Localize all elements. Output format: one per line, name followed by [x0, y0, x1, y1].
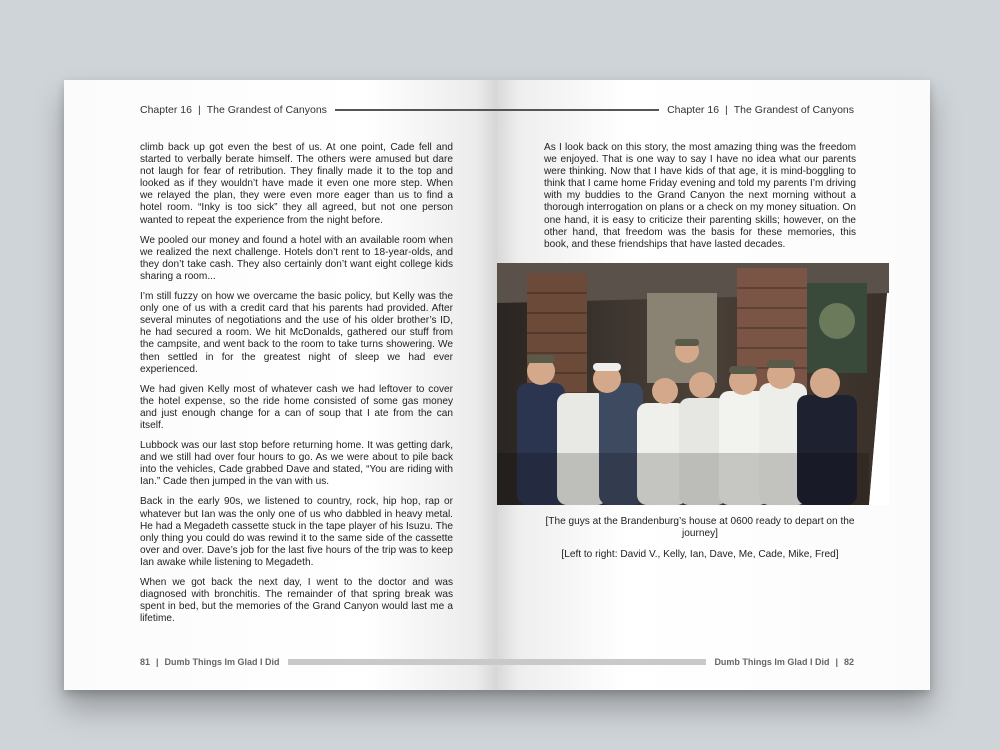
left-paragraph: When we got back the next day, I went to the doctor and was diagnosed with bronchitis. The remainder of that spring break was spent in bed, but the memories of the Grand Canyon would last me a lifetime.: [140, 577, 453, 625]
right-head-title: The Grandest of Canyons: [733, 104, 854, 116]
right-paragraph: As I look back on this story, the most amazing thing was the freedom we enjoyed. That is one way to say I have no idea what our parents were thinking. Now that I have kids of that age, it is mind-boggling to think that I came home Friday evening and told my parents I’m driving with my buddies to the Grand Canyon the next morning without a thorough interrogation on plans or a check on my money situation. On one hand, it is easy to criticize their parenting skills; however, on the other hand, that freedom was the basis for these memories, this book, and these friendships that have lasted decades.: [544, 142, 856, 250]
group-photo-image: [497, 263, 889, 505]
left-footer-bar: [288, 659, 497, 665]
left-head-separator: |: [197, 104, 201, 116]
left-paragraph: I’m still fuzzy on how we overcame the basic policy, but Kelly was the only one of us with a credit card that his parents had provided. After several minutes of negotiations and the use of his older brother’s ID, he had secured a room. We hit McDonalds, gathered our stuff from the campsite, and went back to the room to take turns showering. We then settled in for the greatest night of sleep we had ever experienced.: [140, 291, 453, 375]
right-footer-separator: |: [835, 657, 838, 667]
photo-caption-names: [Left to right: David V., Kelly, Ian, Dave, Me, Cade, Mike, Fred]: [561, 549, 839, 560]
left-paragraph: climb back up got even the best of us. At one point, Cade fell and started to verbally berate himself. The others were amused but dare not laugh for fear of retribution. They finally made it to the top and looked as if they wouldn’t have made it even one more step. When we relayed the plan, they were even more eager than us to find a hotel room. “Inky is too sick” they all agreed, but not one person wanted to repeat the experience from the night before.: [140, 142, 453, 226]
right-footer: [497, 657, 854, 667]
right-footer-book-title: Dumb Things Im Glad I Did: [714, 657, 830, 667]
right-head-rule: [497, 109, 659, 111]
left-footer: [140, 657, 497, 667]
left-page-number: 81: [140, 657, 151, 667]
right-head-separator: |: [725, 104, 728, 116]
left-running-head: [140, 104, 497, 116]
right-running-head: [497, 104, 854, 116]
left-footer-book-title: Dumb Things Im Glad I Did: [164, 657, 280, 667]
left-head-title: The Grandest of Canyons: [206, 104, 327, 116]
right-footer-bar: [497, 659, 706, 665]
right-page: [497, 80, 930, 690]
left-footer-separator: |: [156, 657, 159, 667]
left-body-text: [140, 142, 453, 633]
left-head-chapter: Chapter 16: [140, 104, 192, 116]
left-paragraph: We pooled our money and found a hotel with an available room when we realized the next challenge. Hotels don’t rent to 18-year-olds, and they don’t take cash. They also certainly don’t want eight college kids sharing a room...: [140, 234, 453, 282]
left-page: [64, 80, 497, 690]
photo-caption: [The guys at the Brandenburg’s house at 0600 ready to depart on the journey]: [545, 516, 855, 540]
book-spread: [64, 80, 930, 690]
left-paragraph: We had given Kelly most of whatever cash we had leftover to cover the hotel expense, so the ride home consisted of some gas money and just enough change for a can of soup that I ate from the can itself.: [140, 383, 453, 431]
right-page-number: 82: [843, 657, 854, 667]
left-head-rule: [335, 109, 497, 111]
right-head-chapter: Chapter 16: [667, 104, 720, 116]
left-paragraph: Back in the early 90s, we listened to country, rock, hip hop, rap or whatever but Ian was the only one of us who dabbled in heavy metal. He had a Megadeth cassette stuck in the tape player of his Isuzu. The only thing you could do was rewind it to the same side of the cassette over and over. Dave’s job for the last five hours of the trip was to keep Ian awake while listening to Megadeth.: [140, 496, 453, 568]
group-photo: [497, 263, 889, 505]
left-paragraph: Lubbock was our last stop before returning home. It was getting dark, and we still had over four hours to go. As we were about to pile back into the vehicles, Cade grabbed Dave and stated, “You are riding with Ian.” Cade then jumped in the van with us.: [140, 440, 453, 488]
right-body-text: [544, 142, 856, 259]
